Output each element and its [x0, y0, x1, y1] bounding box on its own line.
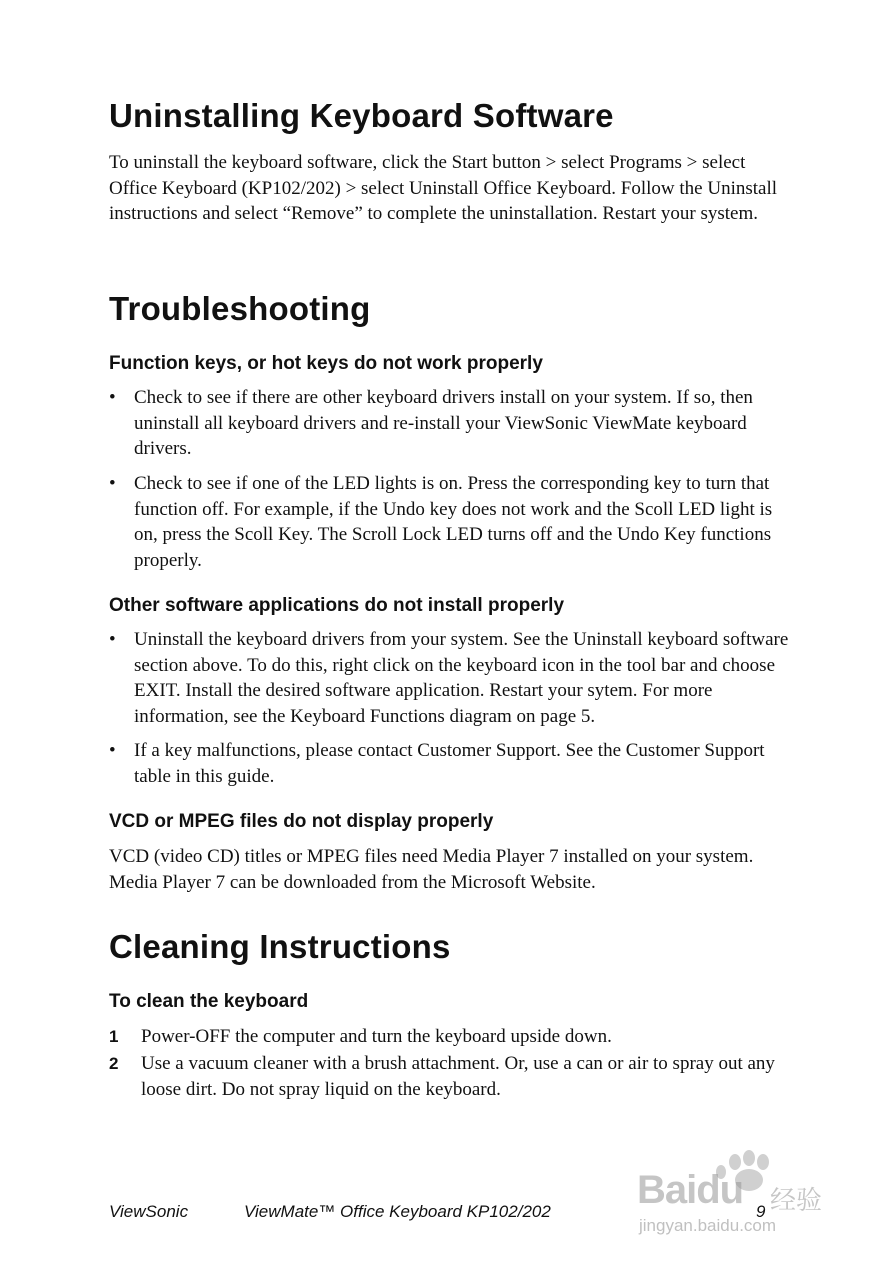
baidu-watermark — [635, 1150, 845, 1242]
list-item — [109, 471, 789, 573]
vcd-mpeg-heading: VCD or MPEG files do not display properly — [109, 811, 494, 832]
footer-product: ViewMate™ Office Keyboard KP102/202 — [244, 1202, 551, 1221]
watermark-cn: 经验 — [770, 1186, 823, 1216]
list-item-text: Check to see if one of the LED lights is on. Press the corresponding key to turn that function off. For example, if the Undo key does not work and the Scoll LED light is on, press the Scoll Key. The Scroll Lock LED turns off and the Undo Key functions properly. — [134, 473, 773, 571]
uninstall-paragraph: To uninstall the keyboard software, click the Start button > select Programs > select Office Keyboard (KP102/202) > select Uninstall Office Keyboard. Follow the Uninstall instructions and select “Remove” to complete the uninstallation. Restart your system. — [109, 152, 778, 224]
bullet-icon: • — [109, 387, 116, 408]
cleaning-step — [109, 1051, 789, 1102]
uninstall-section-title: Uninstalling Keyboard Software — [109, 97, 614, 134]
list-item — [109, 627, 789, 729]
clean-keyboard-heading: To clean the keyboard — [109, 991, 309, 1012]
cleaning-step — [109, 1024, 789, 1050]
bullet-icon: • — [109, 629, 116, 650]
function-keys-heading: Function keys, or hot keys do not work properly — [109, 353, 543, 374]
step-text: Use a vacuum cleaner with a brush attachment. Or, use a can or air to spray out any loose dirt. Do not spray liquid on the keyboard. — [141, 1053, 775, 1100]
cleaning-section-title: Cleaning Instructions — [109, 928, 451, 965]
footer-page-number: 9 — [756, 1202, 766, 1221]
step-number: 1 — [109, 1027, 119, 1046]
step-text: Power-OFF the computer and turn the keyboard upside down. — [141, 1026, 612, 1047]
watermark-url: jingyan.baidu.com — [639, 1216, 777, 1235]
list-item-text: Uninstall the keyboard drivers from your system. See the Uninstall keyboard software section above. To do this, right click on the keyboard icon in the tool bar and choose EXIT. Install the desired software application. Restart your sytem. For more information, see the Keyboard Functions diagram on page 5. — [134, 629, 789, 727]
bullet-icon: • — [109, 740, 116, 761]
list-item-text: If a key malfunctions, please contact Customer Support. See the Customer Support table in this guide. — [134, 740, 765, 787]
vcd-mpeg-paragraph: VCD (video CD) titles or MPEG files need Media Player 7 installed on your system. Media Player 7 can be downloaded from the Microsoft Website. — [109, 846, 754, 893]
other-software-heading: Other software applications do not install properly — [109, 595, 565, 616]
troubleshooting-section-title: Troubleshooting — [109, 290, 371, 327]
footer-brand: ViewSonic — [109, 1202, 189, 1221]
watermark-brand: Baidu — [637, 1168, 744, 1212]
list-item-text: Check to see if there are other keyboard drivers install on your system. If so, then uninstall all keyboard drivers and re-install your ViewSonic ViewMate keyboard drivers. — [134, 387, 753, 459]
step-number: 2 — [109, 1054, 119, 1073]
bullet-icon: • — [109, 473, 116, 494]
list-item — [109, 385, 789, 462]
list-item — [109, 738, 789, 789]
